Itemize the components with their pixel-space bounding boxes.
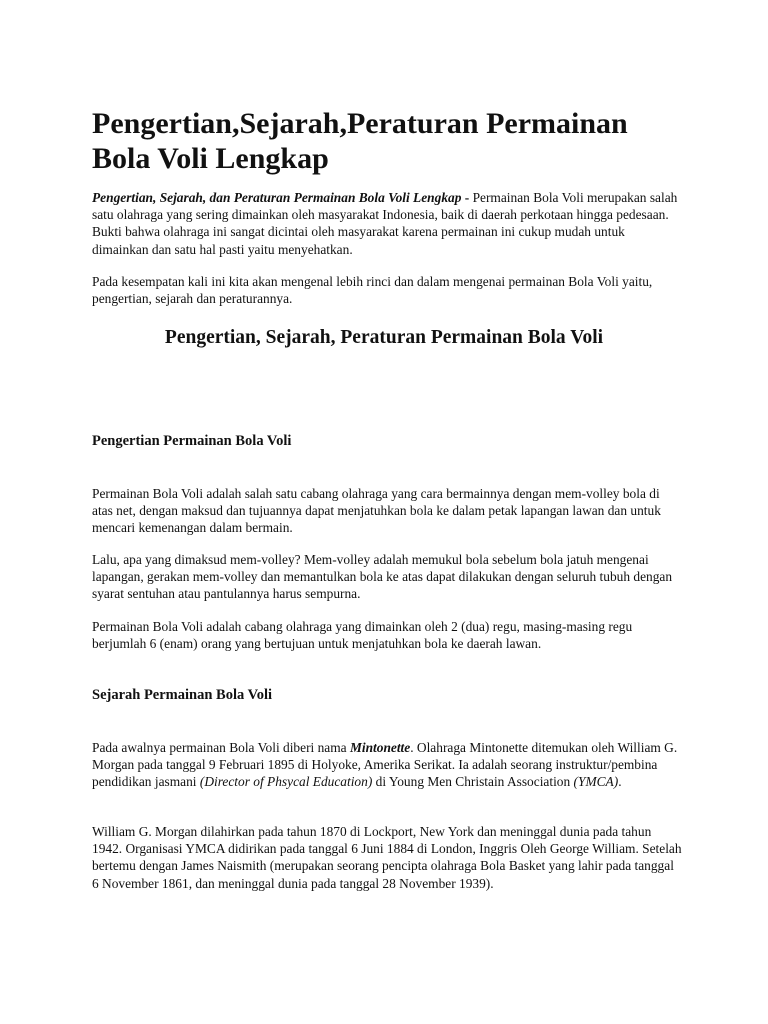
sejarah-p1-text-c: di Young Men Christain Association [372, 774, 574, 790]
pengertian-paragraph-2: Lalu, apa yang dimaksud mem-volley? Mem-volley adalah memukul bola sebelum bola jatuh mengenai lapangan, gerakan mem-volley dan memantulkan bola ke atas dapat dilakukan dengan seluruh tubuh dengan syarat sentuhan atau pantulannya harus sempurna. [92, 552, 673, 602]
mintonette-term: Mintonette [349, 740, 411, 755]
intro-paragraph [92, 189, 682, 258]
sejarah-p1-text-a: Pada awalnya permainan Bola Voli diberi nama [92, 740, 350, 755]
intro-text: Permainan Bola Voli merupakan salah satu olahraga yang sering dimainkan oleh masyarakat Indonesia, baik di daerah perkotaan hingga pedesaan. Bukti bahwa olahraga ini sangat dicintai oleh masyarakat karena permainan ini cukup mudah untuk dimainkan dan satu hal pasti yaitu menyehatkan. [92, 190, 678, 257]
sejarah-p1-text-d: . [618, 774, 622, 790]
ymca-term: (YMCA) [573, 774, 619, 790]
subheading-sejarah: Sejarah Permainan Bola Voli [92, 687, 273, 703]
paragraph-2: Pada kesempatan kali ini kita akan mengenal lebih rinci dan dalam mengenai permainan Bola Voli yaitu, pengertian, sejarah dan peraturannya. [92, 274, 653, 307]
pengertian-paragraph-1: Permainan Bola Voli adalah salah satu cabang olahraga yang cara bermainnya dengan mem-volley bola di atas net, dengan maksud dan tujuannya dapat menjatuhkan bola ke dalam petak lapangan lawan dan untuk mencari kemenangan dalam bermain. [92, 486, 661, 536]
sejarah-p1-text-b: . Olahraga Mintonette ditemukan oleh William G. Morgan pada tanggal 9 Februari 1895 di Holyoke, Amerika Serikat. Ia adalah seorang instruktur/pembina pendidikan jasmani [92, 740, 678, 790]
sejarah-paragraph-1 [92, 739, 682, 791]
subheading-pengertian: Pengertian Permainan Bola Voli [92, 433, 292, 449]
intro-dash: - [461, 190, 473, 205]
section-heading: Pengertian, Sejarah, Peraturan Permainan Bola Voli [164, 327, 604, 348]
director-term: (Director of Phsycal Education) [199, 774, 373, 790]
sejarah-paragraph-2: William G. Morgan dilahirkan pada tahun 1870 di Lockport, New York dan meninggal dunia pada tahun 1942. Organisasi YMCA didirikan pada tanggal 6 Juni 1884 di London, Inggris Oleh George William. Setelah bertemu dengan James Naismith (merupakan seorang pencipta olahraga Bola Basket yang lahir pada tanggal 6 November 1861, dan meninggal dunia pada tanggal 28 November 1939). [92, 824, 682, 891]
article-title: Pengertian,Sejarah,Peraturan Permainan Bola Voli Lengkap [92, 107, 628, 175]
pengertian-paragraph-3: Permainan Bola Voli adalah cabang olahraga yang dimainkan oleh 2 (dua) regu, masing-masing regu berjumlah 6 (enam) orang yang bertujuan untuk menjatuhkan bola ke daerah lawan. [92, 619, 633, 652]
intro-lead: Pengertian, Sejarah, dan Peraturan Permainan Bola Voli Lengkap [92, 190, 462, 205]
